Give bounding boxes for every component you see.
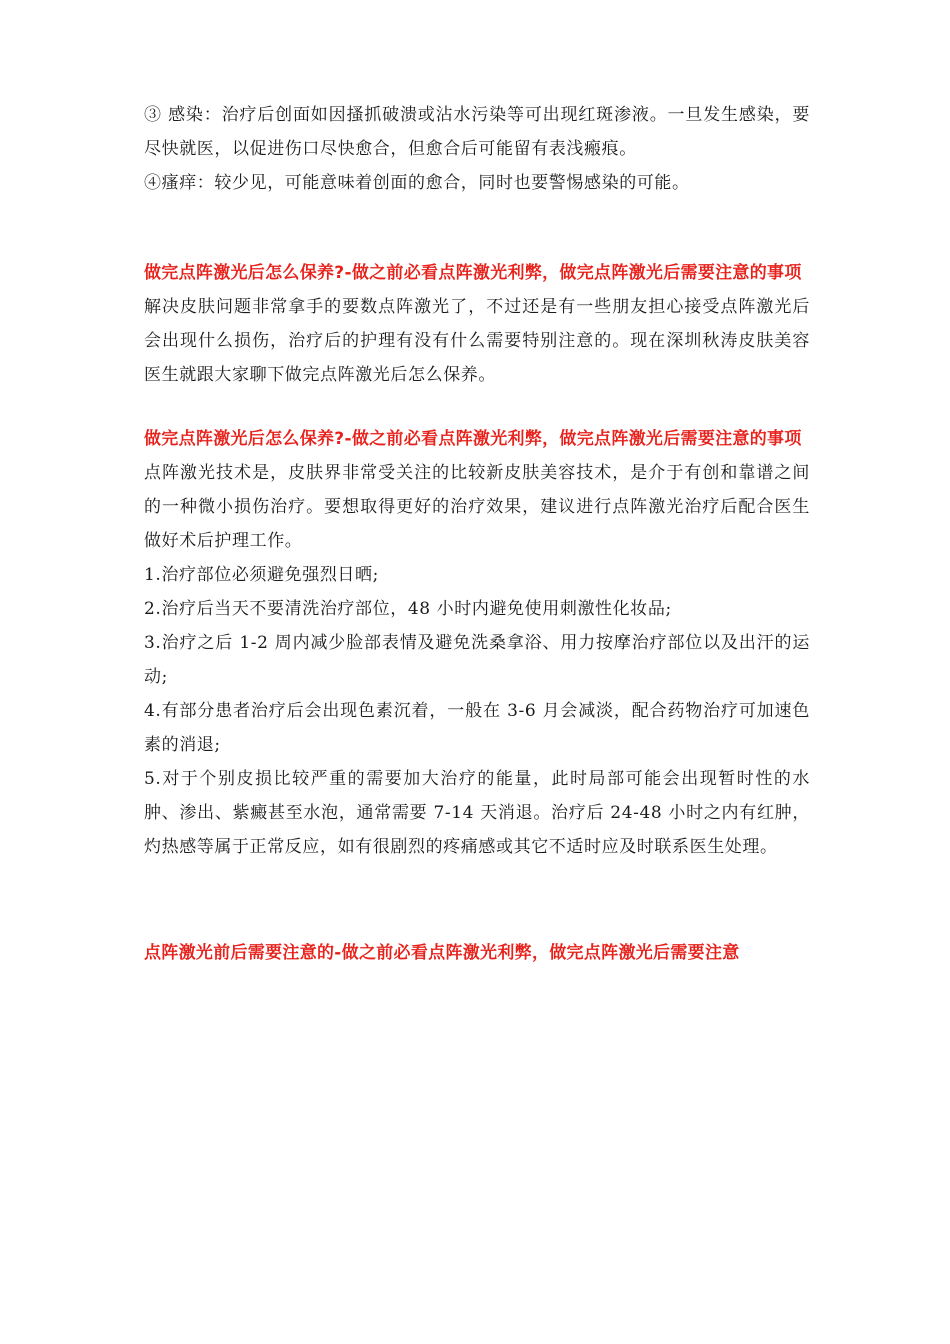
section-heading-precautions: 点阵激光前后需要注意的-做之前必看点阵激光利弊，做完点阵激光后需要注意 bbox=[144, 943, 740, 963]
aftercare-list-item: 2.治疗后当天不要清洗治疗部位，48 小时内避免使用刺激性化妆品; bbox=[144, 599, 672, 619]
section-heading-aftercare-2: 做完点阵激光后怎么保养?-做之前必看点阵激光利弊，做完点阵激光后需要注意的事项 bbox=[144, 429, 802, 449]
section-aftercare-body: 解决皮肤问题非常拿手的要数点阵激光了，不过还是有一些朋友担心接受点阵激光后会出现什么损伤，治疗后的护理有没有什么需要特别注意的。现在深圳秋涛皮肤美容医生就跟大家聊下做完点阵激光后怎么保养。 bbox=[144, 297, 810, 385]
aftercare-list-item: 3.治疗之后 1-2 周内减少脸部表情及避免洗桑拿浴、用力按摩治疗部位以及出汗的运动; bbox=[144, 633, 810, 687]
aftercare-list-item: 1.治疗部位必须避免强烈日晒; bbox=[144, 565, 379, 585]
side-effect-item-4: ④瘙痒：较少见，可能意味着创面的愈合，同时也要警惕感染的可能。 bbox=[144, 173, 690, 193]
section-aftercare-intro: 点阵激光技术是，皮肤界非常受关注的比较新皮肤美容技术，是介于有创和靠谱之间的一种微小损伤治疗。要想取得更好的治疗效果，建议进行点阵激光治疗后配合医生做好术后护理工作。 bbox=[144, 463, 810, 551]
side-effect-item-3: ③ 感染：治疗后创面如因搔抓破溃或沾水污染等可出现红斑渗液。一旦发生感染，要尽快就医，以促进伤口尽快愈合，但愈合后可能留有表浅瘢痕。 bbox=[144, 105, 810, 159]
section-heading-aftercare: 做完点阵激光后怎么保养?-做之前必看点阵激光利弊，做完点阵激光后需要注意的事项 bbox=[144, 263, 802, 283]
aftercare-list-item: 4.有部分患者治疗后会出现色素沉着，一般在 3-6 月会减淡，配合药物治疗可加速色素的消退; bbox=[144, 701, 810, 755]
aftercare-list-item: 5.对于个别皮损比较严重的需要加大治疗的能量，此时局部可能会出现暂时性的水肿、渗出、紫癜甚至水泡，通常需要 7-14 天消退。治疗后 24-48 小时之内有红肿，灼热感等属于正常反应，如有很剧烈的疼痛感或其它不适时应及时联系医生处理。 bbox=[144, 769, 810, 857]
document-page bbox=[144, 98, 810, 970]
